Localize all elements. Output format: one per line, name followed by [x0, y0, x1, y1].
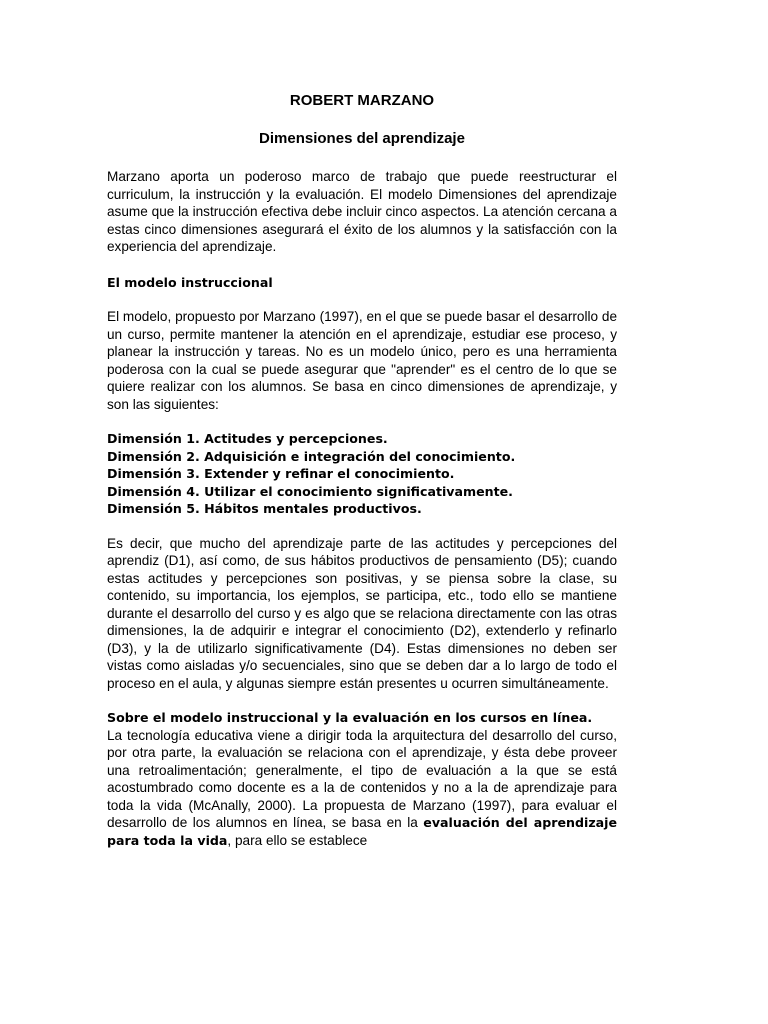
dimension-item-2: Dimensión 2. Adquisición e integración del conocimiento.: [107, 448, 516, 464]
intro-paragraph: Marzano aporta un poderoso marco de trabajo que puede reestructurar el curriculum, la instrucción y la evaluación. El modelo Dimensiones del aprendizaje asume que la instrucción efectiva debe incluir cinco aspectos. La atención cercana a estas cinco dimensiones asegurará el éxito de los alumnos y la satisfacción con la experiencia del aprendizaje.: [107, 169, 617, 254]
dimension-item-3: Dimensión 3. Extender y refinar el conocimiento.: [107, 466, 455, 481]
section-heading-model: El modelo instruccional: [107, 274, 273, 290]
sobre-heading: Sobre el modelo instruccional y la evaluación en los cursos en línea.: [107, 710, 593, 725]
dimension-item-1: Dimensión 1. Actitudes y percepciones.: [107, 431, 388, 446]
model-paragraph: El modelo, propuesto por Marzano (1997), en el que se puede basar el desarrollo de un curso, permite mantener la atención en el aprendizaje, estudiar ese proceso, y planear la instrucción y tareas. No es un modelo único, pero es una herramienta poderosa con la cual se puede asegurar que "aprender" es el centro de lo que se quiere realizar con los alumnos. Se basa en cinco dimensiones de aprendizaje, y son las siguientes:: [107, 309, 617, 412]
document-page: [107, 92, 617, 849]
sobre-paragraph: [107, 709, 617, 849]
sobre-text-2: , para ello se establece: [227, 832, 368, 848]
sobre-bold-text: evaluación del aprendizaje para toda la vida: [107, 815, 618, 848]
document-title: ROBERT MARZANO: [289, 92, 435, 109]
dimension-item-5: Dimensión 5. Hábitos mentales productivos.: [107, 501, 422, 516]
decir-paragraph: Es decir, que mucho del aprendizaje parte de las actitudes y percepciones del aprendiz (D1), así como, de sus hábitos productivos de pensamiento (D5); cuando estas actitudes y percepciones son positivas, y se piensa sobre la clase, su contenido, su importancia, los ejemplos, se participa, etc., todo ello se mantiene durante el desarrollo del curso y es algo que se relaciona directamente con las otras dimensiones, la de adquirir e integrar el conocimiento (D2), extenderlo y refinarlo (D3), y la de utilizarlo significativamente (D4). Estas dimensiones no deben ser vistas como aisladas y/o secuenciales, sino que se deben dar a lo largo de todo el proceso en el aula, y algunas siempre están presentes u ocurren simultáneamente.: [107, 535, 617, 691]
dimensions-list: [107, 430, 617, 518]
dimension-item-4: Dimensión 4. Utilizar el conocimiento significativamente.: [107, 483, 513, 499]
sobre-text-1: La tecnología educativa viene a dirigir toda la arquitectura del desarrollo del curso, por otra parte, la evaluación se relaciona con el aprendizaje, y ésta debe proveer una retroalimentación; generalmente, el tipo de evaluación a la que se está acostumbrado como docente es a la de contenidos y no a la de aprendizaje para toda la vida (McAnally, 2000). La propuesta de Marzano (1997), para evaluar el desarrollo de los alumnos en línea, se basa en la: [107, 727, 617, 830]
document-subtitle: Dimensiones del aprendizaje: [259, 130, 465, 147]
